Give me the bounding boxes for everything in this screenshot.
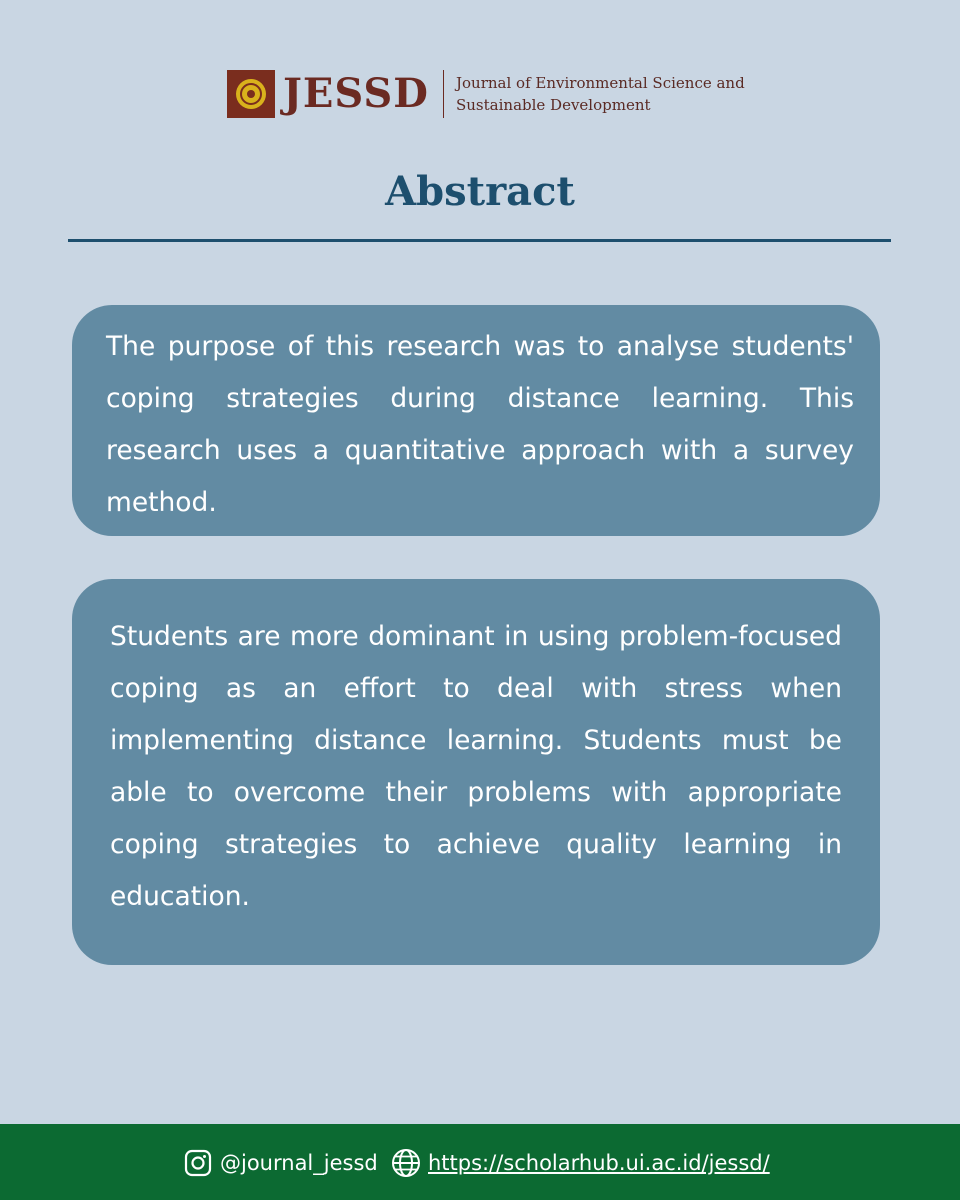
title-underline bbox=[68, 239, 891, 242]
abstract-paragraph-2: Students are more dominant in using problem-focused coping as an effort to deal with stress when implementing distance learning. Students must be able to overcome their problems with appropriate coping strategies to achieve quality learning in education. bbox=[110, 621, 842, 912]
abstract-card-findings bbox=[72, 579, 880, 965]
instagram-icon bbox=[182, 1147, 214, 1179]
page-title: Abstract bbox=[385, 168, 575, 215]
journal-logo-text: JESSD bbox=[283, 70, 429, 117]
instagram-handle: @journal_jessd bbox=[220, 1151, 378, 1175]
journal-seal-logo bbox=[227, 70, 275, 118]
journal-name-line-2: Sustainable Development bbox=[456, 96, 651, 114]
abstract-paragraph-1: The purpose of this research was to analyse students' coping strategies during distance learning. This research uses a quantitative approach with a survey method. bbox=[106, 331, 854, 518]
footer-bar bbox=[0, 1124, 960, 1200]
abstract-card-purpose bbox=[72, 305, 880, 536]
journal-full-name bbox=[456, 72, 756, 116]
globe-icon bbox=[390, 1147, 422, 1179]
journal-name-line-1: Journal of Environmental Science and bbox=[456, 74, 745, 92]
website-url[interactable]: https://scholarhub.ui.ac.id/jessd/ bbox=[428, 1151, 770, 1175]
journal-header bbox=[227, 70, 756, 118]
instagram-link[interactable] bbox=[182, 1147, 378, 1179]
website-link[interactable] bbox=[390, 1147, 770, 1179]
header-divider bbox=[443, 70, 444, 118]
